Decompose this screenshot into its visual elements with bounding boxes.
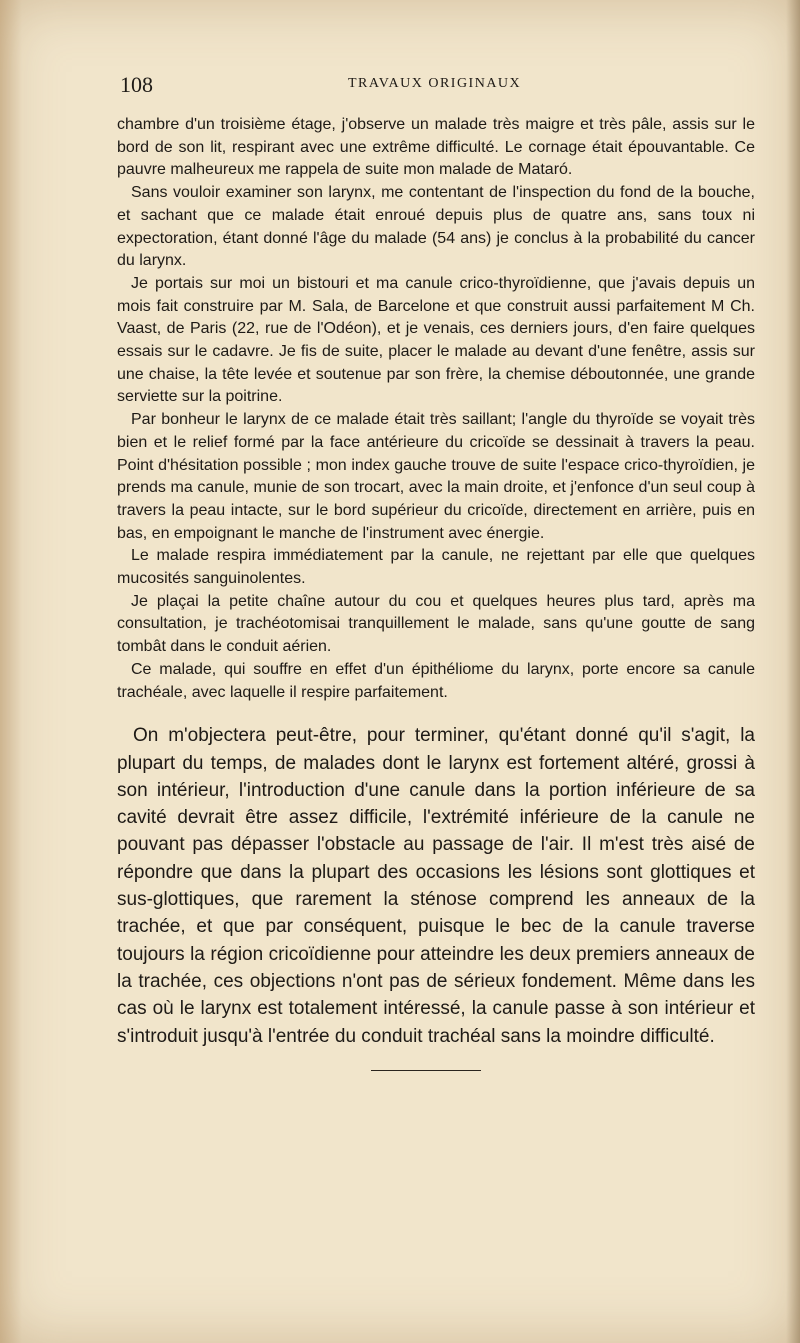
paragraph: Je portais sur moi un bistouri et ma canule crico-thyroïdienne, que j'avais depuis un mois fait construire par M. Sala, de Barcelone et que construit aussi parfaitement M Ch. Vaast, de Paris (22, rue de l'Odéon), et je venais, ces derniers jours, d'en faire quelques essais sur le cadavre. Je fis de suite, placer le malade au devant d'une fenêtre, assis sur une chaise, la tête levée et soutenue par son frère, la chemise déboutonnée, une grande serviette sur la poitrine. — [117, 274, 755, 406]
page-shadow-left — [0, 0, 22, 1343]
page-shadow-right — [786, 0, 800, 1343]
page-number: 108 — [120, 72, 153, 97]
section-end-rule — [371, 1070, 481, 1071]
paragraph: Sans vouloir examiner son larynx, me contentant de l'inspection du fond de la bouche, et sachant que ce malade était enroué depuis plus de quatre ans, sans toux ni expectoration, étant donné l'âge du malade (54 ans) je conclus à la probabilité du cancer du larynx. — [117, 184, 755, 270]
paragraph: chambre d'un troisième étage, j'observe un malade très maigre et très pâle, assis sur le bord de son lit, respirant avec une extrême difficulté. Le cornage était épouvantable. Ce pauvre malheureux me rappela de suite mon malade de Mataró. — [117, 116, 755, 179]
running-header — [120, 72, 720, 102]
running-title: TRAVAUX ORIGINAUX — [348, 76, 522, 91]
paragraph: Par bonheur le larynx de ce malade était très saillant; l'angle du thyroïde se voyait très bien et le relief formé par la face antérieure du cricoïde se dessinait à travers la peau. Point d'hésitation possible ; mon index gauche trouve de suite l'espace crico-thyroïdien, je prends ma canule, munie de son trocart, avec la main droite, et j'enfonce d'un seul coup à travers la peau intacte, sur le bord supérieur du cricoïde, directement en arrière, puis en bas, en empoignant le manche de l'instrument avec énergie. — [117, 411, 755, 542]
paragraph: Le malade respira immédiatement par la canule, ne rejettant par elle que quelques mucosités sanguinolentes. — [117, 547, 755, 588]
paragraph: On m'objectera peut-être, pour terminer, qu'étant donné qu'il s'agit, la plupart du temps, de malades dont le larynx est fortement altéré, grossi à son intérieur, l'introduction d'une canule dans la portion inférieure de sa cavité devrait être assez difficile, l'extrémité inférieure de la canule ne pouvant pas dépasser l'obstacle au passage de l'air. Il m'est très aisé de répondre que dans la plupart des occasions les lésions sont glottiques et sus-glottiques, que rarement la sténose comprend les anneaux de la trachée, et que par conséquent, puisque le bec de la canule traverse toujours la région cricoïdienne pour atteindre les deux premiers anneaux de la trachée, ces objections n'ont pas de sérieux fondement. Même dans les cas où le larynx est totalement intéressé, la canule passe à son intérieur et s'introduit jusqu'à l'entrée du conduit trachéal sans la moindre difficulté. — [117, 725, 755, 1047]
paragraph: Ce malade, qui souffre en effet d'un épithéliome du larynx, porte encore sa canule trachéale, avec laquelle il respire parfaitement. — [117, 660, 755, 701]
case-report-section — [117, 114, 755, 704]
body-text — [117, 114, 755, 1071]
discussion-section — [117, 722, 755, 1050]
paragraph: Je plaçai la petite chaîne autour du cou et quelques heures plus tard, après ma consultation, je trachéotomisai tranquillement le malade, sans qu'une goutte de sang tombât dans le conduit aérien. — [117, 592, 755, 656]
